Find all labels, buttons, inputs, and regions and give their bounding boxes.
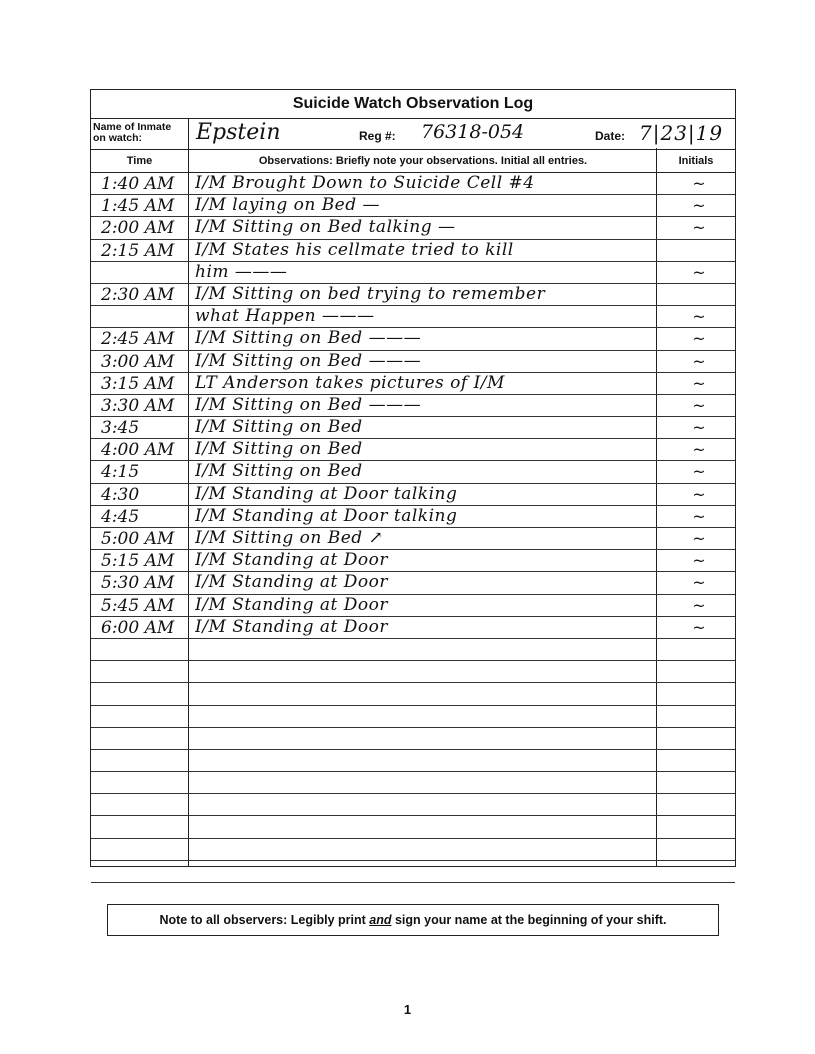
inmate-name-value: Epstein <box>196 120 281 145</box>
entry-observation: I/M Sitting on Bed ——— <box>195 350 422 371</box>
entry-observation: what Happen ——— <box>195 306 375 327</box>
entry-observation: I/M Sitting on Bed <box>195 461 363 482</box>
note-emphasis: and <box>369 913 392 927</box>
entry-time: 5:30 AM <box>101 573 175 594</box>
log-entry-row <box>91 728 735 750</box>
log-entry-row <box>91 395 735 417</box>
entry-time: 3:00 AM <box>101 351 175 372</box>
note-prefix: Note to all observers: Legibly print <box>159 913 370 927</box>
entry-observation: him ——— <box>195 261 288 282</box>
entry-time: 6:00 AM <box>101 617 175 638</box>
log-entry-row <box>91 373 735 395</box>
entry-observation: I/M Standing at Door talking <box>195 483 458 504</box>
entry-initials: ~ <box>692 617 706 637</box>
entry-time: 4:30 <box>101 484 140 505</box>
entry-time: 2:30 AM <box>101 284 175 305</box>
entry-observation: I/M laying on Bed — <box>195 195 381 216</box>
log-entry-row <box>91 772 735 794</box>
entry-initials: ~ <box>692 462 706 482</box>
entry-initials: ~ <box>692 551 706 571</box>
entry-initials: ~ <box>692 174 706 193</box>
entry-observation: I/M Brought Down to Suicide Cell #4 <box>195 173 535 193</box>
page-number: 1 <box>403 1002 412 1017</box>
log-entry-row <box>91 417 735 439</box>
entry-time: 3:45 <box>101 418 140 439</box>
entry-observation: I/M Standing at Door <box>195 572 388 593</box>
log-entry-row <box>91 816 735 838</box>
entry-initials: ~ <box>692 529 706 548</box>
entry-observation: I/M Standing at Door <box>195 616 388 637</box>
entry-observation: I/M Sitting on Bed ↗ <box>195 528 384 548</box>
reg-number-value: 76318-054 <box>421 121 525 143</box>
entry-initials: ~ <box>692 506 706 526</box>
entry-observation: I/M Standing at Door <box>195 594 388 615</box>
date-label: Date: <box>595 129 626 143</box>
entry-initials: ~ <box>692 373 706 393</box>
entry-time: 2:15 AM <box>101 240 175 261</box>
entry-initials: ~ <box>692 418 706 438</box>
log-entry-row <box>91 528 735 550</box>
entry-observation: I/M Sitting on Bed <box>195 439 363 460</box>
entry-initials: ~ <box>692 329 706 349</box>
entry-observation: I/M Sitting on bed trying to remember <box>195 283 546 304</box>
entry-time: 2:45 AM <box>101 329 175 350</box>
log-entry-row <box>91 683 735 705</box>
entry-observation: I/M Standing at Door talking <box>195 505 458 526</box>
log-entry-row <box>91 306 735 328</box>
form-title: Suicide Watch Observation Log <box>91 90 735 119</box>
log-entry-row <box>91 262 735 284</box>
observations-column-header: Observations: Briefly note your observations. Initial all entries. <box>258 155 588 167</box>
log-entry-row <box>91 506 735 528</box>
log-entry-row <box>91 861 735 883</box>
log-entry-row <box>91 617 735 639</box>
time-column-header: Time <box>126 155 153 167</box>
entry-time: 5:00 AM <box>101 529 175 549</box>
entry-initials: ~ <box>692 196 706 216</box>
observation-log-form <box>90 89 736 867</box>
inmate-info-row <box>91 119 735 150</box>
entry-time: 3:15 AM <box>101 373 175 394</box>
initials-column-header: Initials <box>678 155 714 167</box>
log-entry-row <box>91 706 735 728</box>
log-entry-row <box>91 595 735 617</box>
log-entry-row <box>91 217 735 239</box>
name-divider <box>188 119 189 149</box>
log-entries <box>91 173 735 883</box>
entry-time: 3:30 AM <box>101 395 175 416</box>
reg-label: Reg #: <box>359 129 396 143</box>
entry-observation: I/M Sitting on Bed ——— <box>195 394 422 415</box>
entry-observation: I/M Standing at Door <box>195 550 388 571</box>
entry-time: 1:40 AM <box>101 174 175 194</box>
entry-initials: ~ <box>692 573 706 593</box>
log-entry-row <box>91 550 735 572</box>
log-entry-row <box>91 794 735 816</box>
log-entry-row <box>91 240 735 262</box>
entry-observation: LT Anderson takes pictures of I/M <box>195 372 505 393</box>
entry-initials: ~ <box>692 440 706 460</box>
entry-initials: ~ <box>692 351 706 371</box>
log-entry-row <box>91 639 735 661</box>
log-entry-row <box>91 661 735 683</box>
entry-time: 5:15 AM <box>101 551 175 572</box>
log-entry-row <box>91 461 735 483</box>
entry-initials: ~ <box>692 395 706 415</box>
entry-initials: ~ <box>692 218 706 238</box>
entry-time: 4:45 <box>101 506 140 527</box>
entry-time: 5:45 AM <box>101 595 175 616</box>
date-value: 7|23|19 <box>639 121 724 145</box>
entry-time: 1:45 AM <box>101 196 175 217</box>
entry-initials: ~ <box>692 307 706 327</box>
entry-observation: I/M Sitting on Bed ——— <box>195 328 422 349</box>
log-entry-row <box>91 439 735 461</box>
log-entry-row <box>91 195 735 217</box>
entry-time: 4:15 <box>101 462 140 483</box>
entry-observation: I/M Sitting on Bed <box>195 417 363 438</box>
log-entry-row <box>91 572 735 594</box>
entry-time: 4:00 AM <box>101 440 175 461</box>
log-entry-row <box>91 839 735 861</box>
observer-note <box>107 904 719 936</box>
log-entry-row <box>91 750 735 772</box>
log-entry-row <box>91 351 735 373</box>
log-entry-row <box>91 484 735 506</box>
entry-initials: ~ <box>692 595 706 615</box>
inmate-name-label: Name of Inmate on watch: <box>93 121 172 144</box>
log-entry-row <box>91 284 735 306</box>
entry-initials: ~ <box>692 262 706 282</box>
log-entry-row <box>91 173 735 195</box>
entry-initials: ~ <box>692 484 706 504</box>
note-suffix: sign your name at the beginning of your shift. <box>391 913 667 927</box>
log-entry-row <box>91 328 735 350</box>
entry-observation: I/M Sitting on Bed talking — <box>195 217 456 238</box>
entry-time: 2:00 AM <box>101 218 175 239</box>
entry-observation: I/M States his cellmate tried to kill <box>195 239 514 260</box>
